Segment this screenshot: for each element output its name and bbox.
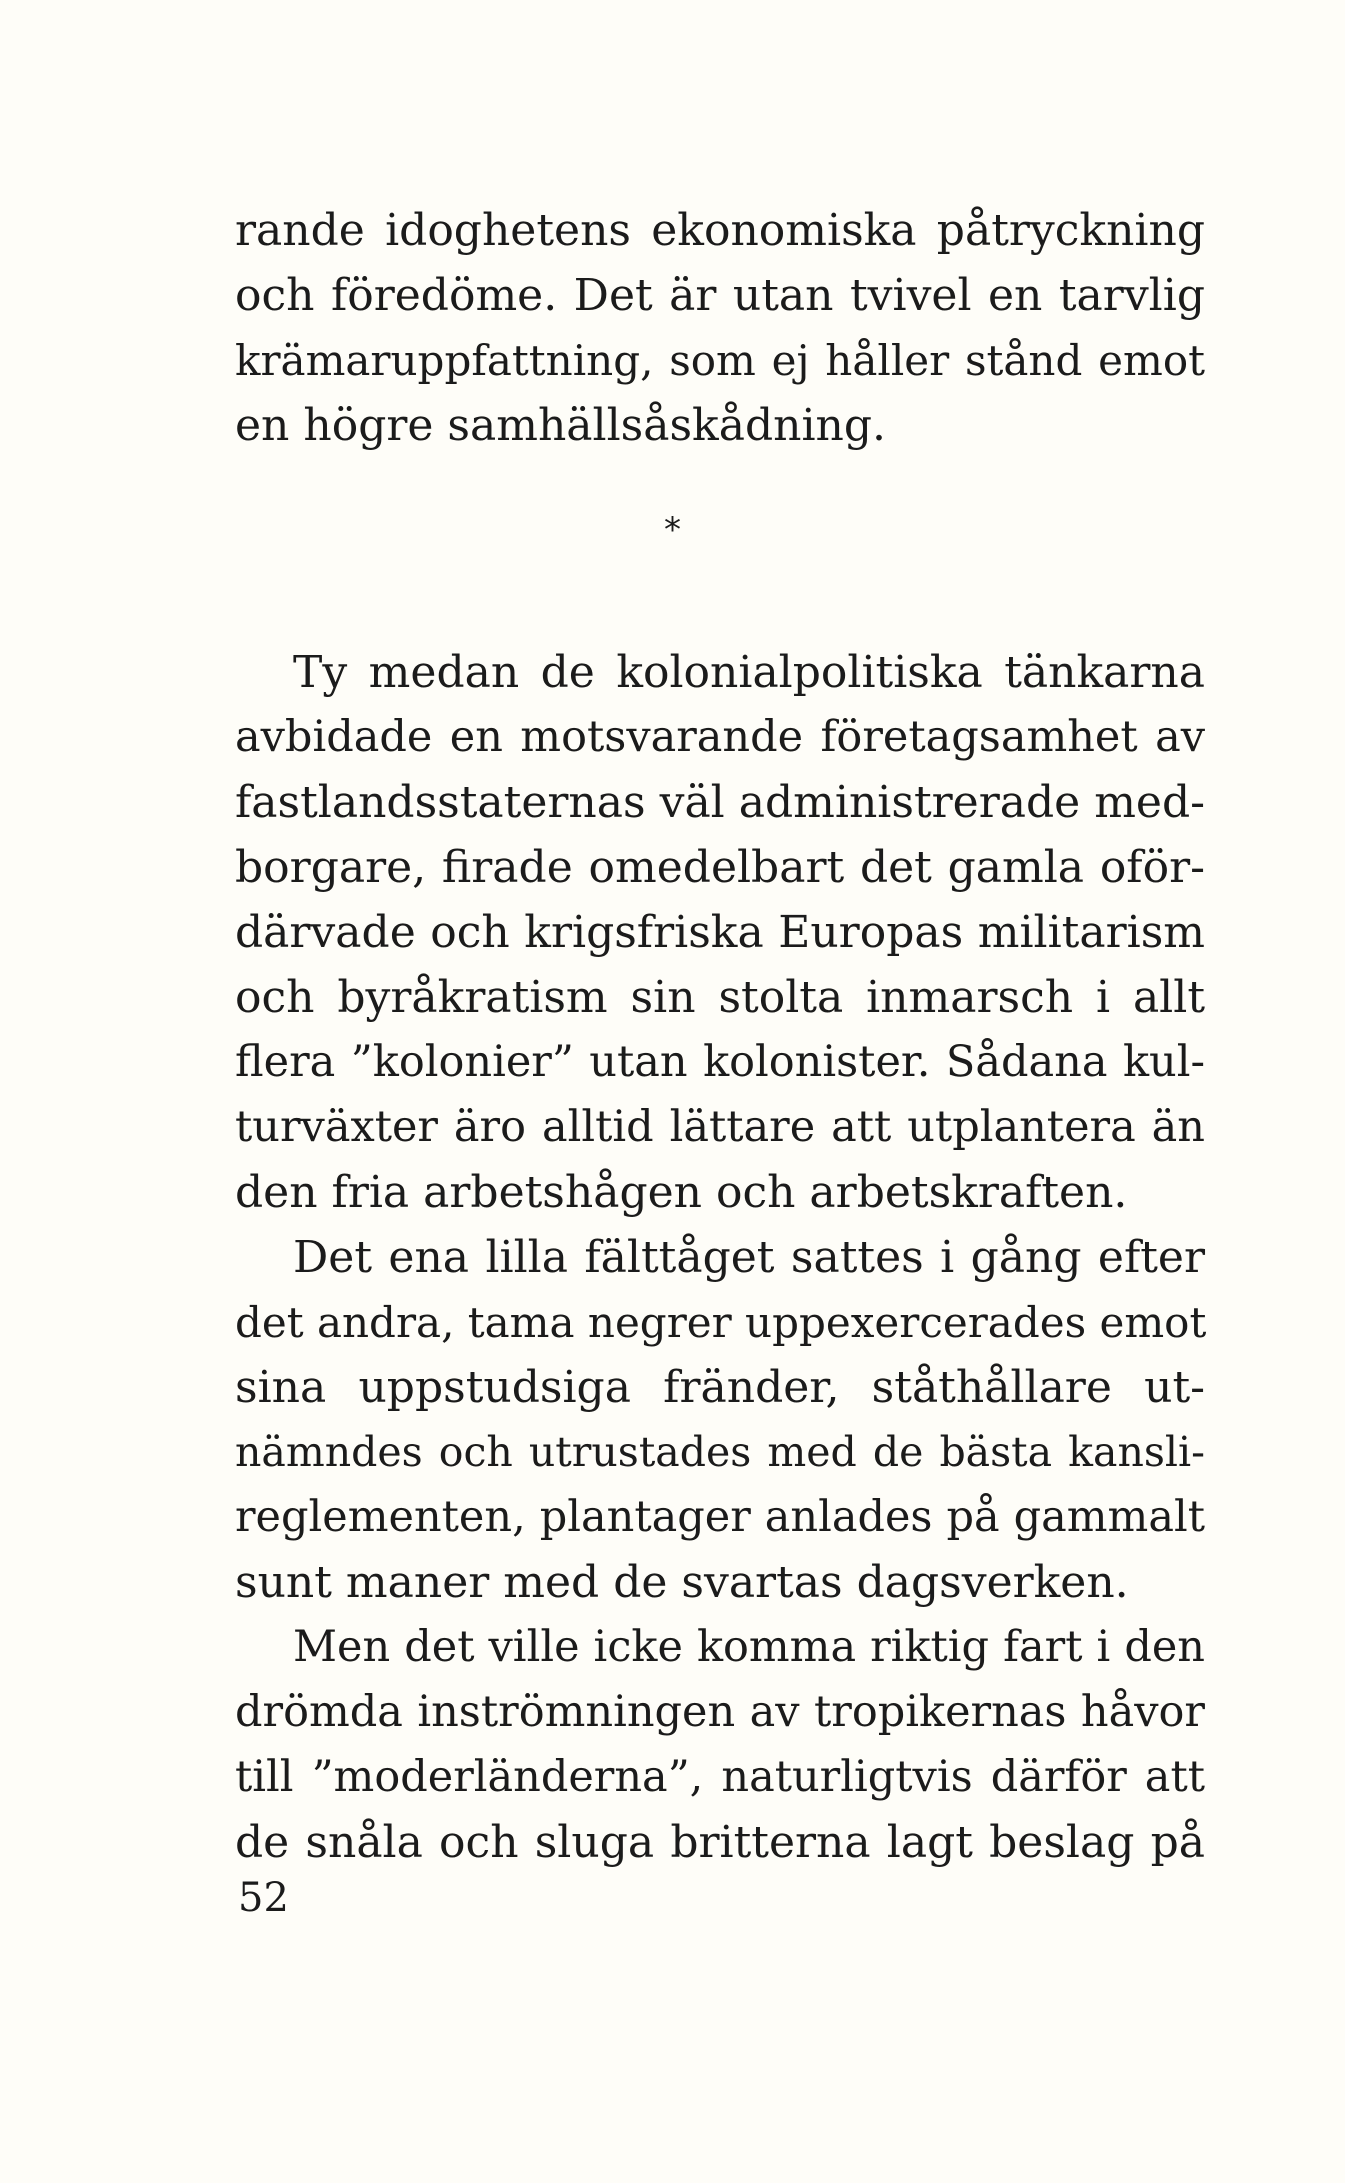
paragraph-no-momentum xyxy=(235,1615,1205,1875)
text-line: krämaruppfattning, som ej håller stånd emot xyxy=(235,336,1205,385)
text-line: till ”moderländerna”, naturligtvis därför att xyxy=(235,1752,1205,1802)
page-number: 52 xyxy=(238,1875,289,1921)
paragraph-colonial-thinkers xyxy=(235,640,1205,1225)
text-line: Det ena lilla fälttåget sattes i gång efter xyxy=(293,1232,1205,1283)
text-line: och föredöme. Det är utan tvivel en tarvlig xyxy=(235,270,1205,321)
text-line: en högre samhällsåskådning. xyxy=(235,400,887,451)
text-line: sunt maner med de svartas dagsverken. xyxy=(235,1557,1129,1608)
paragraph-field-campaigns xyxy=(235,1225,1205,1615)
text-line: rande idoghetens ekonomiska påtryckning xyxy=(235,205,1205,256)
text-line: sina uppstudsiga fränder, ståthållare ut- xyxy=(235,1362,1205,1413)
text-line: och byråkratism sin stolta inmarsch i allt xyxy=(235,972,1205,1023)
text-line: den fria arbetshågen och arbetskraften. xyxy=(235,1167,1128,1218)
section-separator-asterisk: * xyxy=(664,510,681,550)
text-line: Ty medan de kolonialpolitiska tänkarna xyxy=(293,647,1205,698)
text-line: drömda inströmningen av tropikernas håvor xyxy=(235,1687,1205,1737)
text-line: borgare, firade omedelbart det gamla oför- xyxy=(235,842,1205,893)
text-line: nämndes och utrustades med de bästa kansli- xyxy=(235,1428,1205,1476)
text-line: turväxter äro alltid lättare att utplantera än xyxy=(235,1102,1205,1152)
text-line: reglementen, plantager anlades på gammalt xyxy=(235,1492,1205,1542)
text-line: det andra, tama negrer uppexercerades emot xyxy=(235,1298,1207,1347)
text-line: Men det ville icke komma riktig fart i den xyxy=(293,1622,1205,1672)
text-line: fastlandsstaternas väl administrerade med- xyxy=(235,777,1205,828)
text-line: därvade och krigsfriska Europas militarism xyxy=(235,907,1205,958)
paragraph-continuation xyxy=(235,198,1205,458)
text-line: de snåla och sluga britterna lagt beslag på xyxy=(235,1817,1205,1868)
text-line: avbidade en motsvarande företagsamhet av xyxy=(235,712,1205,762)
text-line: flera ”kolonier” utan kolonister. Sådana kul- xyxy=(235,1037,1205,1087)
